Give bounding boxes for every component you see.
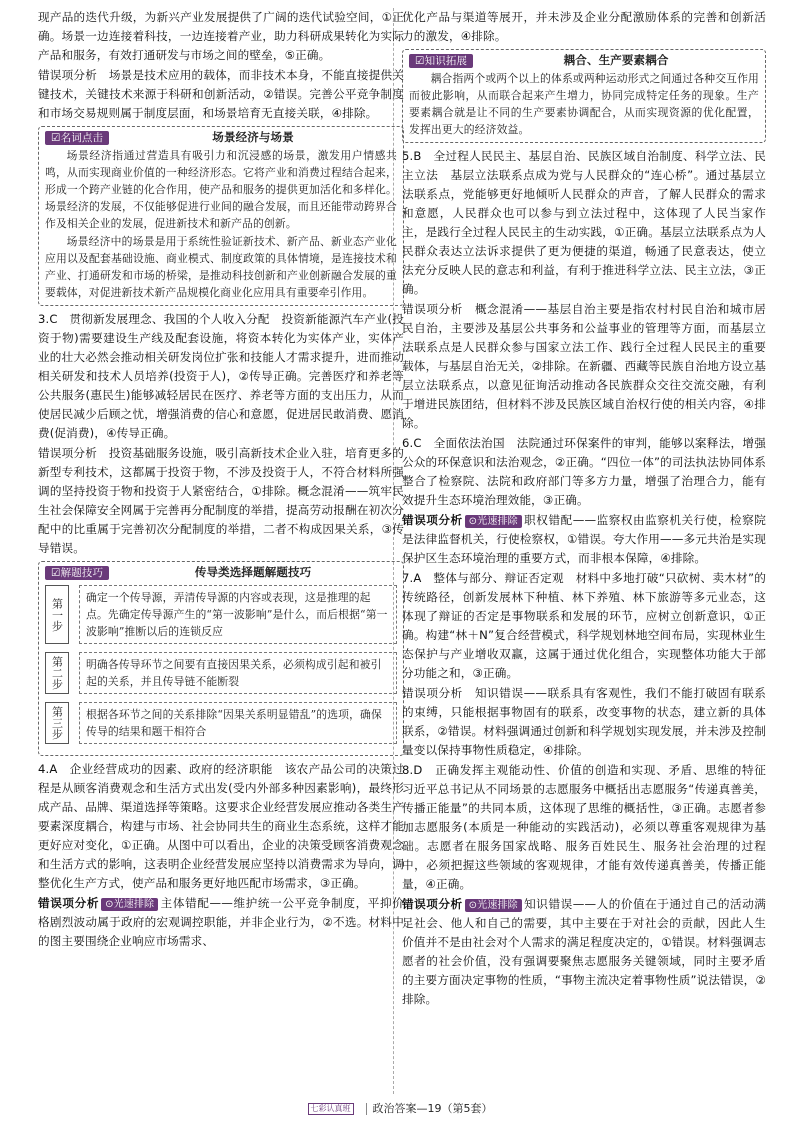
step-2-label: 第二步 [45,652,69,694]
answer-5-error-analysis: 错误项分析 概念混淆——基层自治主要是指农村村民自治和城市居民自治，主要涉及基层公共事务和公益事业的管理等方面，而基层立法联系点是人民群众参与国家立法工作、践行全过程人民民主的重要载体，与基层自治无关，②排除。在新疆、西藏等民族自治地方设立基层立法联系点，以意见征询活动推动各民族群众交往交流交融，有利于增进民族团结，但材料不涉及民族区域自治权行使的相关内容，④排除。 [402,302,766,430]
tips-title: 传导类选择题解题技巧 [194,565,312,579]
page-label: 政治答案—19（第5套） [372,1102,493,1115]
fast-exclude-tag: ⊙光速排除 [101,898,158,911]
steps-flow [45,585,397,744]
answer-2-error-analysis: 错误项分析 场景是技术应用的载体，而非技术本身，不能直接提供关键技术，关键技术来源于科研和创新活动，②错误。完善公平竞争制度和市场交易规则属于制度层面，和场景培育无直接关联，④排除。 [38,68,404,120]
answer-6: 6.C 全面依法治国 法院通过环保案件的审判，能够以案释法，增强公众的环保意识和法治观念，②正确。“四位一体”的司法执法协同体系整合了检察院、法院和政府部门等多方力量，增强了治理合力，能有效提升生态环境治理效能，③正确。 [402,436,766,507]
error-label: 错误项分析 [402,513,463,527]
tips-tag: ☑解题技巧 [45,566,109,580]
answer-2-continued: 现产品的迭代升级，为新兴产业发展提供了广阔的迭代试验空间，①正确。场景一边连接着科技，一边连接着产业，助力科研成果转化为实际产品和服务，有效打通研发与市场之间的壁垒，⑤正确。 [38,10,404,62]
term-paragraph-2: 场景经济中的场景是用于系统性验证新技术、新产品、新业态产业化应用以及配套基础设施、商业模式、制度政策的具体情境，是连接技术和产业、打通研发和市场的桥梁，是推动科技创新和产业创新融合发展的重要载体，对促进新技术新产品规模化商业化应用具有重要牵引作用。 [45,235,397,299]
fast-exclude-tag: ⊙光速排除 [465,899,522,912]
answer-5: 5.B 全过程人民民主、基层自治、民族区域自治制度、科学立法、民主立法 基层立法联系点成为党与人民群众的“连心桥”。通过基层立法联系点，党能够更好地倾听人民群众的声音，了解人民群众的需求和意愿，人民群众也可以参与到立法过程中，这体现了人民当家作主，是践行全过程人民民主的生动实践，①正确。基层立法联系点为人民群众表达立法诉求提供了更为便捷的渠道，畅通了民意表达，使立法充分反映人民的意志和利益，有利于推进科学立法、民主立法，③正确。 [402,149,766,296]
solving-tips-box [38,561,404,756]
step-2-text: 明确各传导环节之间要有直接因果关系，必须构成引起和被引起的关系，并且传导链不能断裂 [79,652,397,694]
knowledge-title: 耦合、生产要素耦合 [563,53,669,67]
error-text: 知识错误——人的价值在于通过自己的活动满足社会、他人和自己的需要，其中主要在于对社会的贡献，因此人生价值并不是由社会对个人需求的满足程度决定的，①错误。材料强调志愿者的社会价值，没有强调要聚焦志愿服务关键领域，同时主要矛盾的主要方面决定事物的性质，“事物主流决定着事物性质”说法错误，②排除。 [402,897,766,1006]
step-2 [45,652,397,694]
error-label: 错误项分析 [38,896,100,910]
step-1-label: 第一步 [45,585,69,644]
term-title: 场景经济与场景 [212,130,294,144]
answer-4-error-analysis [38,894,404,951]
answer-4-continued: 优化产品与渠道等展开，并未涉及企业分配激励体系的完善和创新活力的激发，④排除。 [402,10,766,43]
page-footer [0,1100,800,1116]
publisher-logo: 七彩认真班 [308,1103,354,1115]
answer-7: 7.A 整体与部分、辩证否定观 材料中多地打破“只砍树、卖木材”的传统路径，创新发展林下种植、林下养殖、林下旅游等多元业态，这体现了辩证的否定是事物联系和发展的环节，应树立创新意识，①正确。构建“林＋N”复合经营模式，科学规划林地空间布局，实现林业生态保护与产业增收双赢，这属于通过优化组合，实现整体功能大于部分功能之和，③正确。 [402,571,766,680]
answer-3-error-analysis: 错误项分析 投资基础服务设施，吸引高新技术企业入驻，培育更多的新型专利技术，这都属于投资于物，不涉及投资于人，不符合材料所强调的坚持投资于物和投资于人紧密结合，①排除。概念混淆——筑牢民生社会保障安全网属于完善再分配制度的举措，提高劳动报酬在初次分配中的比重属于完善初次分配制度的举措，二者不构成因果关系，③传导错误。 [38,446,404,555]
knowledge-expansion-box [402,49,766,143]
fast-exclude-tag: ⊙光速排除 [465,515,522,528]
right-column [402,8,778,1010]
error-label: 错误项分析 [402,897,463,911]
knowledge-tag: ☑知识拓展 [409,54,473,68]
answer-8-error-analysis [402,895,766,1009]
step-3-label: 第三步 [45,702,69,744]
answer-3: 3.C 贯彻新发展理念、我国的个人收入分配 投资新能源汽车产业(投资于物)需要建设生产线及配套设施，将资本转化为实体产业，实体产业的壮大必然会推动相关研发岗位扩张和技能人才需求提升，进而推动相关研发和技术人员培养(投资于人)，②传导正确。完善医疗和养老等公共服务(惠民生)能够减轻居民在医疗、养老等方面的支出压力，从而使居民减少后顾之忧，增强消费的信心和意愿，促进居民敢消费、愿消费(促消费)，④传导正确。 [38,312,404,440]
step-3-text: 根据各环节之间的关系排除“因果关系明显错乱”的选项，确保传导的结果和题干相符合 [79,702,397,744]
knowledge-paragraph: 耦合指两个或两个以上的体系或两种运动形式之间通过各种交互作用而彼此影响，从而联合起来产生增力，协同完成特定任务的现象。生产要素耦合就是让不同的生产要素协调配合，从而实现资源的优化配置，发挥出更大的经济效益。 [409,72,759,136]
term-paragraph-1: 场景经济指通过营造具有吸引力和沉浸感的场景，激发用户情感共鸣，从而实现商业价值的一种经济形态。它将产业和消费过程结合起来，形成一个跨产业链的化合作用，使产品和服务的提供更加活化和多样化。场景经济的发展，不仅能够促进行业间的融合发展，而且还能带动跨界合作及相关企业的发展，促进新技术和新产品的创新。 [45,149,397,230]
step-1 [45,585,397,644]
error-text: 主体错配——维护统一公平竞争制度，平抑价格剧烈波动属于政府的宏观调控职能，并非企业行为，②不选。材料中的图主要围绕企业响应市场需求、 [38,896,404,948]
step-1-text: 确定一个传导源，弄清传导源的内容或表现，这是推理的起点。先确定传导源产生的“第一波影响”是什么，而后根据“第一波影响”推断以后的连锁反应 [79,585,397,644]
left-column [38,8,404,952]
term-tag: ☑名词点击 [45,131,109,145]
answer-4: 4.A 企业经营成功的因素、政府的经济职能 该农产品公司的决策过程是从顾客消费观念和生活方式出发(受内外部多种因素影响)，最终形成产品、品牌、渠道选择等策略。这要求企业经营发展应推动各类生产要素深度耦合，构建与市场、社会协同共生的商业生态系统，这样才能更好应对变化，①正确。从图中可以看出，企业的决策受顾客消费观念和生活方式的影响，这表明企业经营发展应坚持以消费需求为导向，调整优化生产方式，使产品和服务更好地匹配市场需求，③正确。 [38,762,404,890]
term-explanation-box [38,126,404,306]
answer-6-error-analysis [402,511,766,568]
error-text: 职权错配——监察权由监察机关行使，检察院是法律监督机关，行使检察权，①错误。夸大作用——多元共治是实现保护区生态环境治理的重要方式，而非根本保障，④排除。 [402,513,766,565]
footer-separator [366,1103,367,1115]
answer-7-error-analysis: 错误项分析 知识错误——联系具有客观性，我们不能打破固有联系的束缚，只能根据事物固有的联系，改变事物的状态，建立新的具体联系，②错误。材料强调通过创新和科学规划实现发展，并未涉及控制量变以保持事物性质稳定，④排除。 [402,686,766,757]
step-3 [45,702,397,744]
answer-8: 8.D 正确发挥主观能动性、价值的创造和实现、矛盾、思维的特征 习近平总书记从不同场景的志愿服务中概括出志愿服务“传递真善美，传播正能量”的共同本质，这体现了思维的概括性，③正确。志愿者参加志愿服务(本质是一种能动的实践活动)，必须以尊重客观规律为基础。志愿者在服务国家战略、服务百姓民生、服务社会治理的过程中，必须把握这些领域的客观规律，才能有效传递真善美，传播正能量，④正确。 [402,763,778,891]
